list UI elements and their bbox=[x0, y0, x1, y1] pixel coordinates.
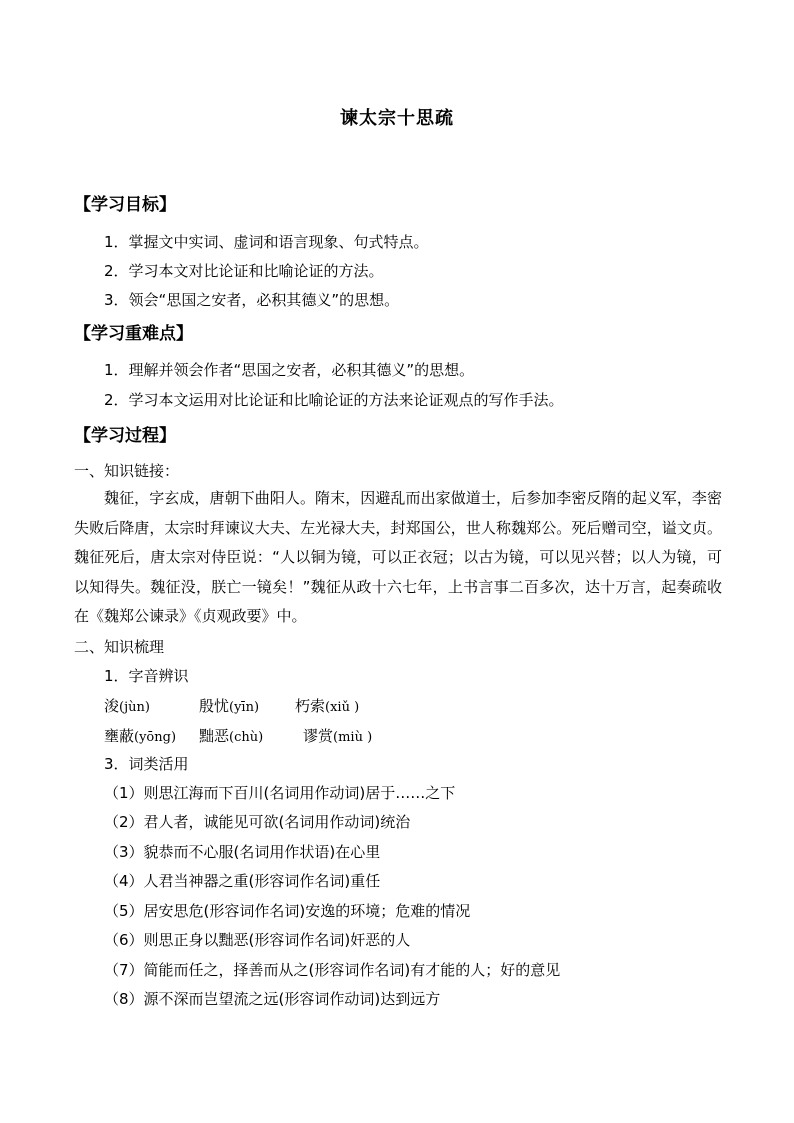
pronunciation-item bbox=[199, 725, 263, 746]
usage-item-1: （1）则思江海而下百川(名词用作动词)居于……之下 bbox=[104, 784, 456, 802]
goal-item-1: 1．掌握文中实词、虚词和语言现象、句式特点。 bbox=[104, 233, 429, 251]
pronunciation-pinyin: (xiǔ ) bbox=[325, 700, 360, 715]
section-heading-key-points: 【学习重难点】 bbox=[74, 324, 193, 344]
section-heading-process: 【学习过程】 bbox=[74, 426, 176, 446]
key-point-item-1: 1．理解并领会作者“思国之安者，必积其德义”的思想。 bbox=[104, 361, 475, 379]
pronunciation-char: 殷忧 bbox=[199, 697, 230, 715]
key-point-item-2: 2．学习本文运用对比论证和比喻论证的方法来论证观点的写作手法。 bbox=[104, 391, 564, 409]
usage-item-5: （5）居安思危(形容词作名词)安逸的环境；危难的情况 bbox=[104, 902, 471, 920]
pronunciation-char: 谬赏 bbox=[303, 727, 334, 745]
pronunciation-pinyin: (jùn) bbox=[119, 700, 150, 715]
pronunciation-item bbox=[104, 725, 176, 746]
pronunciation-item bbox=[295, 695, 359, 716]
part1-heading: 一、知识链接： bbox=[74, 462, 180, 480]
pronunciation-char: 朽索 bbox=[295, 697, 326, 715]
document-title: 谏太宗十思疏 bbox=[340, 108, 454, 129]
part2-heading: 二、知识梳理 bbox=[74, 638, 165, 656]
pronunciation-item bbox=[199, 695, 259, 716]
pronunciation-pinyin: (yōng) bbox=[134, 730, 177, 745]
sub1-heading: 1．字音辨识 bbox=[104, 667, 189, 685]
goal-item-3: 3．领会“思国之安者，必积其德义”的思想。 bbox=[104, 291, 400, 309]
usage-item-3: （3）貌恭而不心服(名词用作状语)在心里 bbox=[104, 843, 381, 861]
section-heading-goals: 【学习目标】 bbox=[74, 195, 176, 215]
pronunciation-item bbox=[104, 695, 150, 716]
sub3-heading: 3．词类活用 bbox=[104, 755, 189, 773]
usage-item-2: （2）君人者，诚能见可欲(名词用作动词)统治 bbox=[104, 813, 411, 831]
pronunciation-char: 黜恶 bbox=[199, 727, 230, 745]
usage-item-7: （7）简能而任之，择善而从之(形容词作名词)有才能的人；好的意见 bbox=[104, 961, 561, 979]
pronunciation-pinyin: (yīn) bbox=[229, 700, 260, 715]
pronunciation-pinyin: (chù) bbox=[229, 730, 264, 745]
usage-item-6: （6）则思正身以黜恶(形容词作名词)奸恶的人 bbox=[104, 931, 411, 949]
pronunciation-pinyin: (miù ) bbox=[333, 730, 373, 745]
pronunciation-item bbox=[303, 725, 372, 746]
pronunciation-char: 壅蔽 bbox=[104, 727, 135, 745]
usage-item-4: （4）人君当神器之重(形容词作名词)重任 bbox=[104, 872, 381, 890]
part1-paragraph: 魏征，字玄成，唐朝下曲阳人。隋末，因避乱而出家做道士，后参加李密反隋的起义军，李密失败后降唐，太宗时拜谏议大夫、左光禄大夫，封郑国公，世人称魏郑公。死后赠司空，谥文贞。魏征死后，唐太宗对侍臣说：“人以铜为镜，可以正衣冠；以古为镜，可以见兴替；以人为镜，可以知得失。魏征没，朕亡一镜矣！”魏征从政十六七年，上书言事二百多次，达十万言，起奏疏收在《魏郑公谏录》《贞观政要》中。 bbox=[74, 489, 722, 625]
pronunciation-char: 浚 bbox=[104, 697, 120, 715]
goal-item-2: 2．学习本文对比论证和比喻论证的方法。 bbox=[104, 262, 384, 280]
usage-item-8: （8）源不深而岂望流之远(形容词作动词)达到远方 bbox=[104, 990, 441, 1008]
